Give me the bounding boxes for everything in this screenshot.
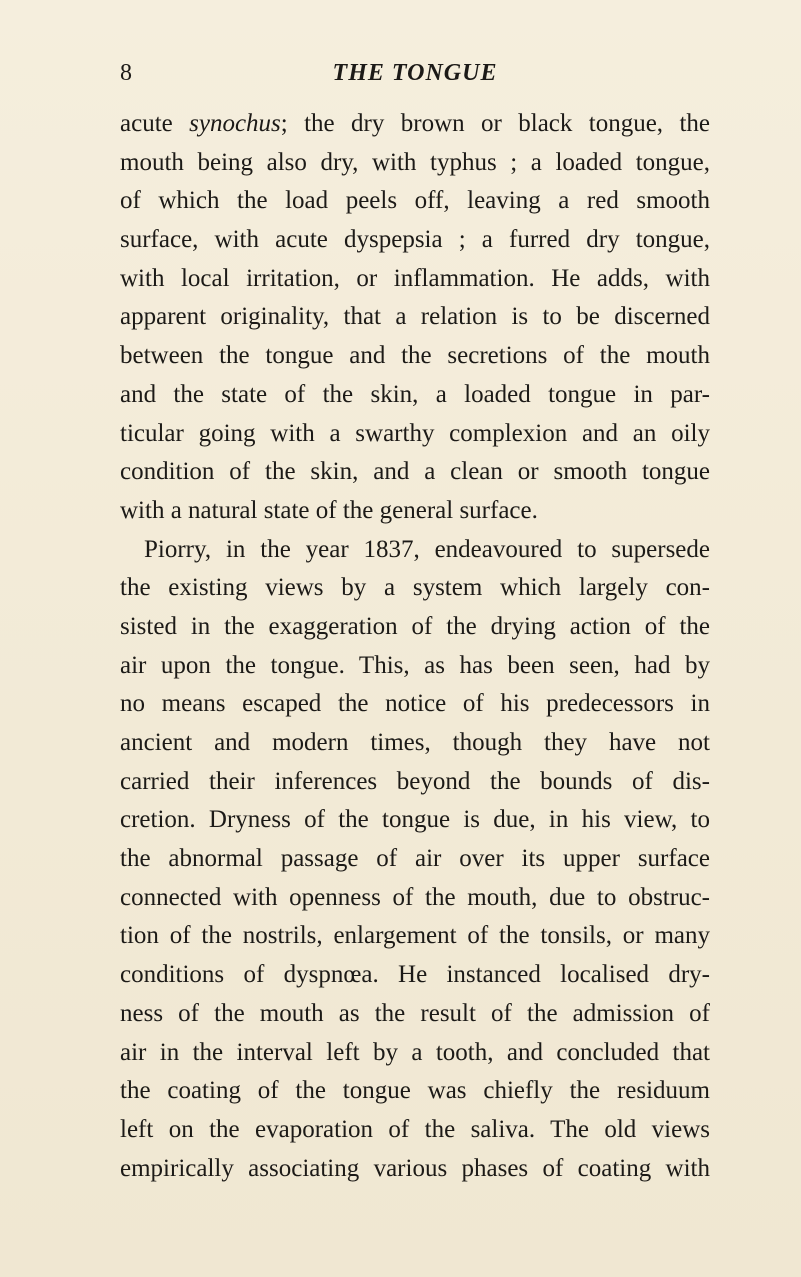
text-line: empirically associating various phases of coating with: [120, 1154, 710, 1182]
text-segment: acute: [120, 110, 190, 137]
text-line: the existing views by a system which largely con-: [120, 574, 710, 602]
paragraph-start-line: Piorry, in the year 1837, endeavoured to supersede: [144, 535, 710, 563]
text-line: apparent originality, that a relation is to be discerned: [120, 303, 710, 331]
text-line: ness of the mouth as the result of the admission of: [120, 999, 710, 1027]
text-line: left on the evaporation of the saliva. The old views: [120, 1115, 710, 1143]
text-line: carried their inferences beyond the bounds of dis-: [120, 767, 710, 795]
text-line: and the state of the skin, a loaded tongue in par-: [120, 380, 710, 408]
text-segment: ; the dry brown or black tongue, the: [280, 110, 710, 137]
text-line: of which the load peels off, leaving a red smooth: [120, 187, 710, 215]
text-line: with local irritation, or inflammation. He adds, with: [120, 264, 710, 292]
text-line: no means escaped the notice of his predecessors in: [120, 690, 710, 718]
text-line: tion of the nostrils, enlargement of the tonsils, or many: [120, 922, 710, 950]
text-line: conditions of dyspnœa. He instanced localised dry-: [120, 961, 710, 989]
italic-term: synochus: [189, 110, 281, 137]
page-number: 8: [120, 60, 132, 86]
text-line: ancient and modern times, though they have not: [120, 729, 710, 756]
text-line: the abnormal passage of air over its upper surface: [120, 845, 710, 873]
body-text: [120, 105, 710, 1188]
text-line: air in the interval left by a tooth, and concluded that: [120, 1038, 710, 1066]
text-line: the coating of the tongue was chiefly the residuum: [120, 1077, 710, 1105]
text-line: surface, with acute dyspepsia ; a furred dry tongue,: [120, 226, 710, 254]
running-head: [120, 58, 710, 88]
text-line: mouth being also dry, with typhus ; a loaded tongue,: [120, 148, 710, 176]
text-line: cretion. Dryness of the tongue is due, in his view, to: [120, 806, 710, 834]
text-line: ticular going with a swarthy complexion and an oily: [120, 419, 710, 447]
text-line: connected with openness of the mouth, due to obstruc-: [120, 883, 710, 911]
paragraph-end-line: with a natural state of the general surface.: [120, 496, 538, 524]
text-line: air upon the tongue. This, as has been seen, had by: [120, 651, 710, 679]
text-line: sisted in the exaggeration of the drying action of the: [120, 612, 710, 640]
text-line: between the tongue and the secretions of the mouth: [120, 342, 710, 370]
text-line: condition of the skin, and a clean or smooth tongue: [120, 458, 710, 486]
running-title: THE TONGUE: [332, 60, 498, 86]
text-line: [120, 105, 710, 144]
